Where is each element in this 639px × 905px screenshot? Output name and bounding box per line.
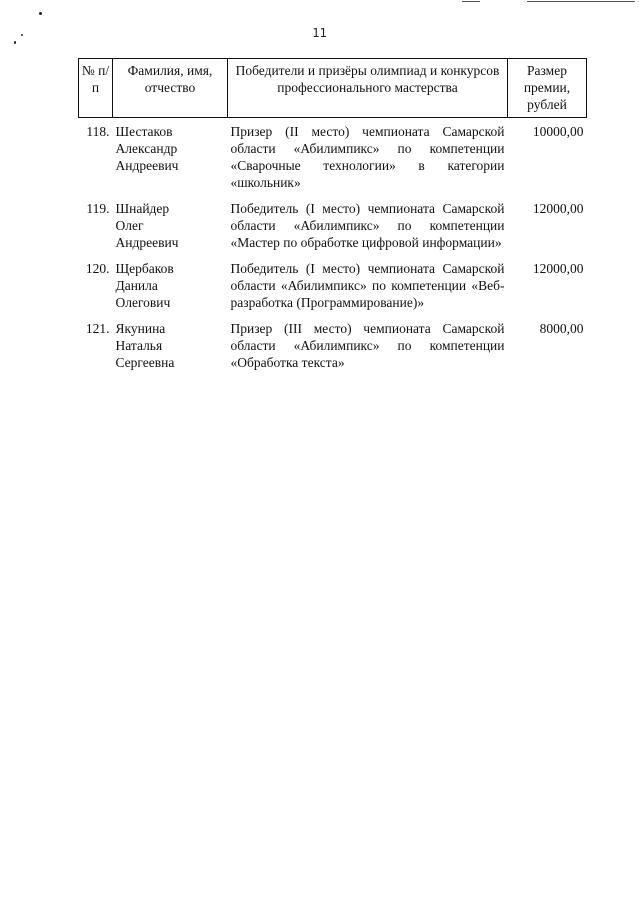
patronymic: Андреевич [115,158,179,173]
row-number: 119. [86,201,110,216]
first-name: Олег [115,218,144,233]
row-number: 121. [85,321,110,336]
prize-amount: 10000,00 [532,124,584,139]
header-full-name: Фамилия, имя, отчество [113,59,228,118]
patronymic: Сергеевна [115,355,175,370]
full-name [113,255,228,315]
row-number: 120. [85,261,110,276]
full-name [113,118,228,196]
scan-speck [14,41,16,44]
header-prize-amount: Размер премии, рублей [508,59,587,118]
full-name [113,195,228,255]
scan-speck [39,12,42,15]
award-description: Победитель (I место) чемпионата Самарской области «Абилимпикс» по компетенции «Веб-разработка (Программирование)» [230,261,505,310]
surname: Шестаков [115,124,173,139]
first-name: Наталья [115,338,163,353]
surname: Шнайдер [115,201,170,216]
award-description: Призер (III место) чемпионата Самарской области «Абилимпикс» по компетенции «Обработка текста» [230,321,505,370]
surname: Якунина [115,321,166,336]
patronymic: Олегович [115,295,171,310]
header-number: № п/п [79,59,113,118]
prize-amount: 12000,00 [532,201,584,216]
table-header-row [79,59,587,118]
award-description: Призер (II место) чемпионата Самарской области «Абилимпикс» по компетенции «Сварочные технологии» в категории «школьник» [230,124,505,190]
header-award-description: Победители и призёры олимпиад и конкурсов профессионального мастерства [228,59,508,118]
first-name: Александр [115,141,178,156]
patronymic: Андреевич [115,235,179,250]
first-name: Данила [115,278,158,293]
row-number: 118. [86,124,110,139]
prize-amount: 12000,00 [532,261,584,276]
surname: Щербаков [115,261,174,276]
scan-edge-line [527,1,635,2]
table-row [79,315,587,375]
awards-table [78,58,587,375]
full-name [113,315,228,375]
page-number: 11 [312,26,327,40]
award-description: Победитель (I место) чемпионата Самарской области «Абилимпикс» по компетенции «Мастер по обработке цифровой информации» [230,201,505,250]
table-row [79,118,587,196]
table-row [79,195,587,255]
prize-amount: 8000,00 [539,321,584,336]
scan-edge-line [462,1,480,2]
table-row [79,255,587,315]
